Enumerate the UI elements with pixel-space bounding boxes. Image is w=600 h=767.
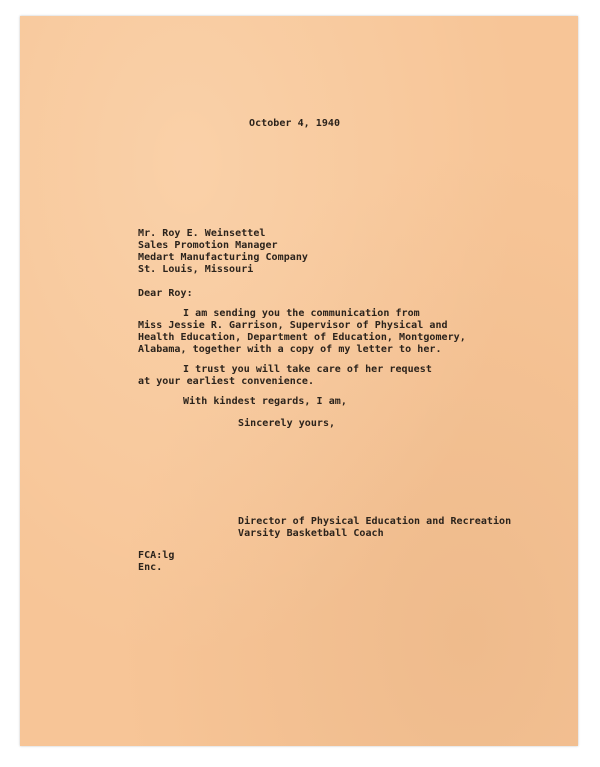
paragraph1-line: Alabama, together with a copy of my letter to her.	[138, 344, 442, 355]
enclosure-note: Enc.	[138, 562, 163, 573]
typist-initials: FCA:lg	[138, 550, 175, 561]
paragraph1-line: Miss Jessie R. Garrison, Supervisor of Physical and	[138, 320, 448, 331]
recipient-name: Mr. Roy E. Weinsettel	[138, 228, 266, 239]
recipient-title: Sales Promotion Manager	[138, 240, 278, 251]
letter-page	[20, 16, 578, 746]
signature-title-line: Director of Physical Education and Recreation	[238, 516, 512, 527]
recipient-company: Medart Manufacturing Company	[138, 252, 308, 263]
recipient-city: St. Louis, Missouri	[138, 264, 254, 275]
paragraph1-line: Health Education, Department of Education, Montgomery,	[138, 332, 466, 343]
signature-title-line: Varsity Basketball Coach	[238, 528, 384, 539]
closing-line: Sincerely yours,	[238, 418, 336, 429]
paragraph2-line: at your earliest convenience.	[138, 376, 315, 387]
paragraph1-line: I am sending you the communication from	[183, 308, 420, 319]
salutation: Dear Roy:	[138, 288, 193, 299]
paragraph2-line: I trust you will take care of her request	[183, 364, 432, 375]
regards-line: With kindest regards, I am,	[183, 396, 347, 407]
letter-date: October 4, 1940	[249, 118, 341, 129]
